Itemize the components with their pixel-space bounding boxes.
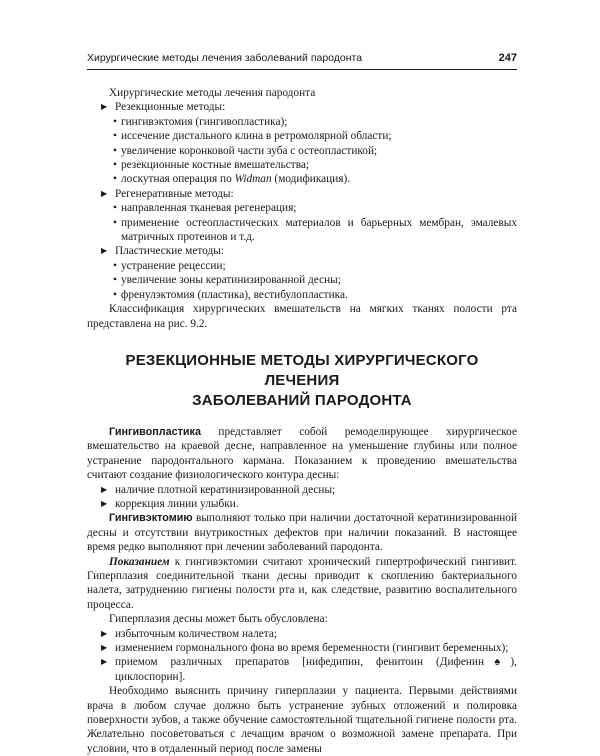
section-heading: РЕЗЕКЦИОННЫЕ МЕТОДЫ ХИРУРГИЧЕСКОГО ЛЕЧЕНИЯ ЗАБОЛЕВАНИЙ ПАРОДОНТА [125, 351, 479, 409]
classification-title: Хирургические методы лечения пародонта [109, 87, 316, 99]
list-item: • гингивэктомия (гингивопластика); [113, 115, 288, 128]
list-item: ▶ наличие плотной кератинизированной десны; [101, 483, 336, 496]
dot-bullet-icon: • [113, 144, 117, 157]
list-item: • увеличение зоны кератинизированной десны; [113, 274, 341, 287]
dot-bullet-icon: • [113, 173, 117, 186]
page-content [87, 86, 517, 756]
classification-note: Классификация хирургических вмешательств на мягких тканях полости рта представлена на рис. 9.2. [87, 303, 517, 330]
dot-bullet-icon: • [113, 130, 117, 143]
dot-bullet-icon: • [113, 159, 117, 172]
triangle-bullet-icon: ▶ [101, 102, 108, 112]
dot-bullet-icon: • [113, 274, 117, 287]
paragraph-indication: Показанием к гингивэктомии считают хронический гипертрофический гингивит. Гиперплазия соединительной ткани десны приводит к скоплению бактериального налета, затруднению гигиены полости рта и, как следствие, развитию воспалительного процесса. [87, 555, 517, 611]
dot-bullet-icon: • [113, 216, 117, 229]
list-item: • лоскутная операция по Widman (модификация). [113, 173, 351, 186]
term-gingivoplasty: Гингивопластика [109, 425, 201, 438]
triangle-bullet-icon: ▶ [101, 498, 108, 508]
running-header-title: Хирургические методы лечения заболеваний пародонта [87, 52, 363, 64]
triangle-bullet-icon: ▶ [101, 628, 108, 638]
paragraph-gingivoplasty: Гингивопластика представляет собой ремоделирующее хирургическое вмешательство на краевой десне, направленное на уменьшение глубины или полное устранение пародонтального кармана. Показанием к проведению вмешательства считают создание физиологического контура десны: [87, 425, 517, 482]
term-indication: Показанием [109, 555, 170, 568]
paragraph-gingivectomy: Гингивэктомию выполняют только при наличии достаточной кератинизированной десны и отсутствии внутрикостных дефектов при наличии показаний. В настоящее время редко выполняют при лечении заболеваний пародонта. [87, 512, 517, 554]
list-item: • устранение рецессии; [113, 259, 226, 272]
list-item: • увеличение коронковой части зуба с остеопластикой; [113, 144, 378, 157]
dot-bullet-icon: • [113, 115, 117, 128]
list-item: ▶ приемом различных препаратов [нифедипин, фенитоин (Дифенин♠), циклоспорин]. [101, 656, 517, 683]
paragraph-cause: Необходимо выяснить причину гиперплазии у пациента. Первыми действиями врача в любом случае должно быть устранение зубных отложений и полировка поверхности зубов, а также обучение самостоятельной тщательной гигиене полости рта. Желательно посоветоваться с лечащим врачом о возможной замене препарата. При условии, что в отдаленный период после замены [87, 685, 517, 755]
list-item: ▶ избыточным количеством налета; [101, 627, 278, 640]
book-page [87, 52, 517, 756]
triangle-bullet-icon: ▶ [101, 643, 108, 652]
triangle-bullet-icon: ▶ [101, 657, 108, 667]
triangle-bullet-icon: ▶ [101, 188, 108, 198]
list-item-plastic: ▶ Пластические методы: [101, 245, 224, 258]
list-item: ▶ изменением гормонального фона во время беременности (гингивит беременных); [101, 642, 509, 654]
list-item: ▶ коррекция линии улыбки. [101, 497, 239, 510]
list-item: • иссечение дистального клина в ретромолярной области; [113, 130, 392, 143]
list-item-regenerative: ▶ Регенеративные методы: [101, 187, 234, 200]
list-item: • применение остеопластических материалов и барьерных мембран, эмалевых матричных протеинов и т.д. [113, 216, 517, 244]
list-item: • резекционные костные вмешательства; [113, 159, 310, 172]
term-gingivectomy: Гингивэктомию [109, 512, 193, 525]
triangle-bullet-icon: ▶ [101, 484, 108, 494]
paragraph-hyperplasia: Гиперплазия десны может быть обусловлена: [109, 613, 328, 626]
dot-bullet-icon: • [113, 288, 117, 301]
page-number: 247 [498, 52, 517, 64]
running-header [87, 52, 517, 70]
list-item: • френулэктомия (пластика), вестибулопластика. [113, 288, 348, 301]
dot-bullet-icon: • [113, 202, 117, 215]
triangle-bullet-icon: ▶ [101, 246, 108, 256]
dot-bullet-icon: • [113, 259, 117, 272]
list-item: • направленная тканевая регенерация; [113, 202, 297, 215]
list-item-resection: ▶ Резекционные методы: [101, 101, 226, 114]
